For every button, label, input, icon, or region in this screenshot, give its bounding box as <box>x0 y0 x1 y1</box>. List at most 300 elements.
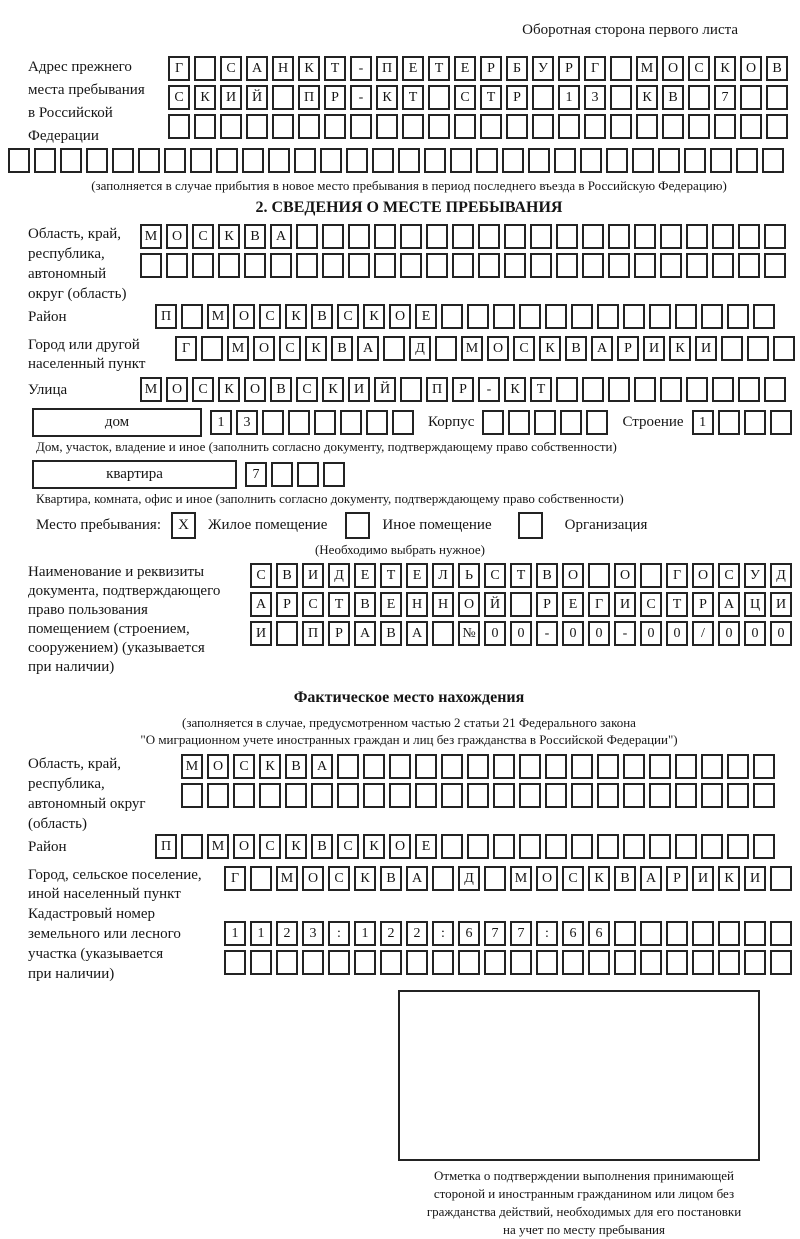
char-box[interactable] <box>519 754 541 779</box>
char-box[interactable]: А <box>591 336 613 361</box>
char-box[interactable]: П <box>426 377 448 402</box>
char-box[interactable]: 3 <box>302 921 324 946</box>
char-box[interactable] <box>402 114 424 139</box>
char-box[interactable] <box>545 834 567 859</box>
char-box[interactable]: 0 <box>640 621 662 646</box>
char-box[interactable] <box>632 148 654 173</box>
char-box[interactable]: Д <box>328 563 350 588</box>
char-box[interactable] <box>138 148 160 173</box>
char-box[interactable] <box>718 950 740 975</box>
char-box[interactable] <box>718 921 740 946</box>
char-box[interactable]: С <box>337 834 359 859</box>
char-box[interactable] <box>493 834 515 859</box>
char-box[interactable] <box>376 114 398 139</box>
char-box[interactable]: Р <box>617 336 639 361</box>
char-box[interactable] <box>586 410 608 435</box>
char-box[interactable] <box>582 224 604 249</box>
char-box[interactable]: К <box>285 304 307 329</box>
char-box[interactable]: С <box>562 866 584 891</box>
char-box[interactable] <box>744 950 766 975</box>
char-box[interactable] <box>558 114 580 139</box>
char-box[interactable]: 0 <box>484 621 506 646</box>
char-box[interactable]: С <box>259 834 281 859</box>
char-box[interactable]: 0 <box>562 621 584 646</box>
char-box[interactable] <box>314 410 336 435</box>
char-box[interactable] <box>400 224 422 249</box>
char-box[interactable]: К <box>376 85 398 110</box>
char-box[interactable] <box>432 950 454 975</box>
char-box[interactable] <box>415 754 437 779</box>
char-box[interactable] <box>484 950 506 975</box>
char-box[interactable] <box>571 783 593 808</box>
char-box[interactable] <box>666 950 688 975</box>
char-box[interactable]: 2 <box>276 921 298 946</box>
char-box[interactable]: Е <box>415 834 437 859</box>
char-box[interactable]: К <box>322 377 344 402</box>
char-box[interactable]: Т <box>324 56 346 81</box>
char-box[interactable]: И <box>614 592 636 617</box>
char-box[interactable] <box>337 783 359 808</box>
char-box[interactable] <box>562 950 584 975</box>
char-box[interactable] <box>201 336 223 361</box>
char-box[interactable] <box>640 921 662 946</box>
char-box[interactable] <box>675 783 697 808</box>
char-box[interactable]: Р <box>536 592 558 617</box>
char-box[interactable] <box>660 253 682 278</box>
char-box[interactable] <box>530 224 552 249</box>
char-box[interactable] <box>233 783 255 808</box>
char-box[interactable]: А <box>406 621 428 646</box>
char-box[interactable] <box>738 377 760 402</box>
char-box[interactable]: О <box>740 56 762 81</box>
char-box[interactable] <box>354 950 376 975</box>
char-box[interactable] <box>582 253 604 278</box>
char-box[interactable]: Е <box>415 304 437 329</box>
char-box[interactable]: 2 <box>406 921 428 946</box>
char-box[interactable] <box>493 754 515 779</box>
char-box[interactable] <box>272 114 294 139</box>
char-box[interactable]: М <box>227 336 249 361</box>
char-box[interactable] <box>288 410 310 435</box>
char-box[interactable] <box>346 148 368 173</box>
char-box[interactable] <box>112 148 134 173</box>
char-box[interactable] <box>415 783 437 808</box>
char-box[interactable] <box>484 866 506 891</box>
char-box[interactable] <box>740 114 762 139</box>
char-box[interactable] <box>532 114 554 139</box>
char-box[interactable]: С <box>192 224 214 249</box>
char-box[interactable]: О <box>207 754 229 779</box>
char-box[interactable]: Т <box>480 85 502 110</box>
char-box[interactable] <box>701 834 723 859</box>
char-box[interactable] <box>296 253 318 278</box>
char-box[interactable] <box>675 754 697 779</box>
char-box[interactable] <box>701 783 723 808</box>
char-box[interactable] <box>712 224 734 249</box>
char-box[interactable] <box>597 834 619 859</box>
char-box[interactable]: В <box>614 866 636 891</box>
char-box[interactable] <box>452 224 474 249</box>
char-box[interactable] <box>608 224 630 249</box>
char-box[interactable] <box>747 336 769 361</box>
char-box[interactable]: 6 <box>562 921 584 946</box>
char-box[interactable] <box>649 783 671 808</box>
char-box[interactable] <box>400 253 422 278</box>
char-box[interactable]: К <box>354 866 376 891</box>
char-box[interactable]: В <box>311 834 333 859</box>
char-box[interactable]: Г <box>224 866 246 891</box>
char-box[interactable] <box>692 921 714 946</box>
char-box[interactable]: С <box>220 56 242 81</box>
char-box[interactable]: А <box>270 224 292 249</box>
char-box[interactable] <box>467 783 489 808</box>
char-box[interactable] <box>244 253 266 278</box>
char-box[interactable] <box>224 950 246 975</box>
char-box[interactable] <box>658 148 680 173</box>
char-box[interactable] <box>482 410 504 435</box>
char-box[interactable]: Р <box>480 56 502 81</box>
char-box[interactable]: Й <box>246 85 268 110</box>
char-box[interactable] <box>320 148 342 173</box>
char-box[interactable]: И <box>692 866 714 891</box>
char-box[interactable] <box>298 114 320 139</box>
char-box[interactable] <box>738 253 760 278</box>
char-box[interactable]: О <box>458 592 480 617</box>
char-box[interactable]: В <box>311 304 333 329</box>
char-box[interactable] <box>60 148 82 173</box>
stay-type-checkbox-other[interactable] <box>345 512 370 539</box>
char-box[interactable]: Д <box>409 336 431 361</box>
char-box[interactable]: - <box>536 621 558 646</box>
char-box[interactable]: С <box>718 563 740 588</box>
char-box[interactable] <box>519 834 541 859</box>
char-box[interactable] <box>268 148 290 173</box>
char-box[interactable]: Р <box>328 621 350 646</box>
char-box[interactable] <box>504 224 526 249</box>
char-box[interactable]: К <box>669 336 691 361</box>
char-box[interactable] <box>372 148 394 173</box>
stay-type-checkbox-residential[interactable]: X <box>171 512 196 539</box>
char-box[interactable]: В <box>565 336 587 361</box>
char-box[interactable]: К <box>718 866 740 891</box>
char-box[interactable] <box>770 950 792 975</box>
char-box[interactable]: В <box>380 621 402 646</box>
char-box[interactable] <box>688 114 710 139</box>
char-box[interactable]: Д <box>458 866 480 891</box>
char-box[interactable] <box>649 304 671 329</box>
char-box[interactable] <box>510 950 532 975</box>
char-box[interactable] <box>623 304 645 329</box>
char-box[interactable]: А <box>250 592 272 617</box>
char-box[interactable]: М <box>140 224 162 249</box>
char-box[interactable] <box>662 114 684 139</box>
char-box[interactable] <box>634 253 656 278</box>
char-box[interactable] <box>322 224 344 249</box>
char-box[interactable]: 1 <box>692 410 714 435</box>
char-box[interactable] <box>649 754 671 779</box>
char-box[interactable] <box>597 783 619 808</box>
char-box[interactable]: О <box>562 563 584 588</box>
char-box[interactable] <box>441 783 463 808</box>
char-box[interactable]: Т <box>328 592 350 617</box>
char-box[interactable]: Г <box>666 563 688 588</box>
char-box[interactable] <box>398 148 420 173</box>
char-box[interactable]: А <box>357 336 379 361</box>
char-box[interactable]: О <box>536 866 558 891</box>
char-box[interactable] <box>426 224 448 249</box>
char-box[interactable] <box>753 754 775 779</box>
char-box[interactable] <box>519 783 541 808</box>
char-box[interactable] <box>478 224 500 249</box>
char-box[interactable]: О <box>487 336 509 361</box>
char-box[interactable]: П <box>155 304 177 329</box>
char-box[interactable] <box>766 114 788 139</box>
char-box[interactable] <box>366 410 388 435</box>
char-box[interactable]: В <box>276 563 298 588</box>
char-box[interactable]: И <box>348 377 370 402</box>
char-box[interactable]: М <box>510 866 532 891</box>
char-box[interactable]: Е <box>454 56 476 81</box>
char-box[interactable] <box>246 114 268 139</box>
char-box[interactable] <box>467 304 489 329</box>
char-box[interactable] <box>432 621 454 646</box>
char-box[interactable] <box>168 114 190 139</box>
char-box[interactable] <box>660 224 682 249</box>
char-box[interactable] <box>588 563 610 588</box>
char-box[interactable] <box>736 148 758 173</box>
char-box[interactable] <box>675 304 697 329</box>
char-box[interactable]: К <box>588 866 610 891</box>
char-box[interactable] <box>435 336 457 361</box>
char-box[interactable] <box>297 462 319 487</box>
char-box[interactable] <box>608 253 630 278</box>
char-box[interactable] <box>262 410 284 435</box>
char-box[interactable]: Д <box>770 563 792 588</box>
char-box[interactable] <box>302 950 324 975</box>
char-box[interactable]: К <box>259 754 281 779</box>
char-box[interactable] <box>454 114 476 139</box>
char-box[interactable] <box>285 783 307 808</box>
char-box[interactable]: - <box>478 377 500 402</box>
char-box[interactable] <box>714 114 736 139</box>
char-box[interactable]: В <box>285 754 307 779</box>
char-box[interactable]: К <box>218 377 240 402</box>
char-box[interactable] <box>519 304 541 329</box>
char-box[interactable] <box>610 114 632 139</box>
char-box[interactable] <box>688 85 710 110</box>
char-box[interactable] <box>764 253 786 278</box>
char-box[interactable]: В <box>354 592 376 617</box>
char-box[interactable] <box>534 410 556 435</box>
char-box[interactable]: С <box>296 377 318 402</box>
char-box[interactable] <box>545 783 567 808</box>
char-box[interactable] <box>712 377 734 402</box>
char-box[interactable]: С <box>328 866 350 891</box>
char-box[interactable]: К <box>218 224 240 249</box>
char-box[interactable]: С <box>454 85 476 110</box>
char-box[interactable] <box>467 754 489 779</box>
char-box[interactable]: О <box>389 304 411 329</box>
char-box[interactable]: Т <box>666 592 688 617</box>
char-box[interactable] <box>582 377 604 402</box>
char-box[interactable] <box>614 950 636 975</box>
char-box[interactable] <box>467 834 489 859</box>
char-box[interactable] <box>458 950 480 975</box>
char-box[interactable]: А <box>354 621 376 646</box>
char-box[interactable]: 0 <box>588 621 610 646</box>
char-box[interactable]: С <box>640 592 662 617</box>
char-box[interactable]: К <box>363 304 385 329</box>
char-box[interactable]: О <box>244 377 266 402</box>
char-box[interactable]: Б <box>506 56 528 81</box>
char-box[interactable] <box>363 783 385 808</box>
char-box[interactable] <box>34 148 56 173</box>
char-box[interactable]: 1 <box>210 410 232 435</box>
char-box[interactable] <box>441 834 463 859</box>
char-box[interactable] <box>323 462 345 487</box>
char-box[interactable] <box>506 114 528 139</box>
char-box[interactable]: М <box>207 834 229 859</box>
char-box[interactable]: 3 <box>236 410 258 435</box>
char-box[interactable]: Й <box>484 592 506 617</box>
char-box[interactable]: А <box>640 866 662 891</box>
char-box[interactable] <box>140 253 162 278</box>
char-box[interactable]: И <box>250 621 272 646</box>
char-box[interactable]: А <box>406 866 428 891</box>
char-box[interactable]: В <box>536 563 558 588</box>
char-box[interactable]: С <box>302 592 324 617</box>
char-box[interactable]: И <box>744 866 766 891</box>
char-box[interactable] <box>610 85 632 110</box>
char-box[interactable] <box>606 148 628 173</box>
char-box[interactable] <box>770 921 792 946</box>
char-box[interactable] <box>536 950 558 975</box>
char-box[interactable] <box>753 783 775 808</box>
char-box[interactable] <box>480 114 502 139</box>
char-box[interactable] <box>296 224 318 249</box>
char-box[interactable] <box>692 950 714 975</box>
char-box[interactable]: Е <box>402 56 424 81</box>
char-box[interactable]: У <box>532 56 554 81</box>
char-box[interactable] <box>727 754 749 779</box>
char-box[interactable]: Г <box>168 56 190 81</box>
char-box[interactable] <box>276 621 298 646</box>
char-box[interactable]: В <box>270 377 292 402</box>
char-box[interactable]: Р <box>324 85 346 110</box>
char-box[interactable] <box>363 754 385 779</box>
char-box[interactable]: О <box>166 224 188 249</box>
char-box[interactable]: № <box>458 621 480 646</box>
char-box[interactable]: С <box>484 563 506 588</box>
char-box[interactable]: Т <box>510 563 532 588</box>
char-box[interactable]: У <box>744 563 766 588</box>
char-box[interactable]: 2 <box>380 921 402 946</box>
char-box[interactable]: Н <box>406 592 428 617</box>
char-box[interactable] <box>701 304 723 329</box>
char-box[interactable] <box>623 834 645 859</box>
char-box[interactable]: М <box>181 754 203 779</box>
char-box[interactable] <box>337 754 359 779</box>
char-box[interactable]: В <box>331 336 353 361</box>
char-box[interactable] <box>328 950 350 975</box>
char-box[interactable] <box>686 253 708 278</box>
char-box[interactable] <box>86 148 108 173</box>
char-box[interactable] <box>452 253 474 278</box>
char-box[interactable] <box>762 148 784 173</box>
char-box[interactable]: К <box>298 56 320 81</box>
char-box[interactable]: - <box>350 56 372 81</box>
char-box[interactable]: : <box>536 921 558 946</box>
char-box[interactable]: В <box>766 56 788 81</box>
char-box[interactable] <box>721 336 743 361</box>
char-box[interactable] <box>259 783 281 808</box>
char-box[interactable] <box>649 834 671 859</box>
char-box[interactable]: О <box>166 377 188 402</box>
char-box[interactable] <box>701 754 723 779</box>
char-box[interactable]: Т <box>402 85 424 110</box>
char-box[interactable]: О <box>662 56 684 81</box>
char-box[interactable]: С <box>688 56 710 81</box>
char-box[interactable]: М <box>636 56 658 81</box>
char-box[interactable] <box>560 410 582 435</box>
char-box[interactable]: - <box>350 85 372 110</box>
char-box[interactable] <box>294 148 316 173</box>
char-box[interactable]: П <box>302 621 324 646</box>
char-box[interactable]: 1 <box>354 921 376 946</box>
char-box[interactable]: 6 <box>458 921 480 946</box>
char-box[interactable] <box>426 253 448 278</box>
char-box[interactable] <box>528 148 550 173</box>
char-box[interactable]: 7 <box>484 921 506 946</box>
char-box[interactable]: Р <box>666 866 688 891</box>
char-box[interactable] <box>406 950 428 975</box>
char-box[interactable] <box>684 148 706 173</box>
char-box[interactable]: О <box>233 304 255 329</box>
char-box[interactable] <box>571 304 593 329</box>
char-box[interactable] <box>766 85 788 110</box>
char-box[interactable] <box>220 114 242 139</box>
char-box[interactable] <box>753 304 775 329</box>
char-box[interactable] <box>424 148 446 173</box>
char-box[interactable]: О <box>389 834 411 859</box>
char-box[interactable] <box>584 114 606 139</box>
char-box[interactable] <box>597 754 619 779</box>
char-box[interactable]: : <box>432 921 454 946</box>
char-box[interactable]: 7 <box>510 921 532 946</box>
char-box[interactable] <box>181 834 203 859</box>
char-box[interactable] <box>634 224 656 249</box>
char-box[interactable]: И <box>302 563 324 588</box>
char-box[interactable] <box>571 834 593 859</box>
char-box[interactable] <box>666 921 688 946</box>
char-box[interactable] <box>502 148 524 173</box>
char-box[interactable]: П <box>155 834 177 859</box>
char-box[interactable]: М <box>461 336 483 361</box>
char-box[interactable] <box>190 148 212 173</box>
char-box[interactable] <box>181 783 203 808</box>
char-box[interactable] <box>640 950 662 975</box>
char-box[interactable]: К <box>285 834 307 859</box>
char-box[interactable]: 0 <box>770 621 792 646</box>
char-box[interactable]: К <box>305 336 327 361</box>
char-box[interactable]: П <box>376 56 398 81</box>
char-box[interactable]: Р <box>558 56 580 81</box>
char-box[interactable] <box>556 253 578 278</box>
char-box[interactable]: О <box>302 866 324 891</box>
char-box[interactable] <box>610 56 632 81</box>
char-box[interactable] <box>764 224 786 249</box>
char-box[interactable] <box>311 783 333 808</box>
